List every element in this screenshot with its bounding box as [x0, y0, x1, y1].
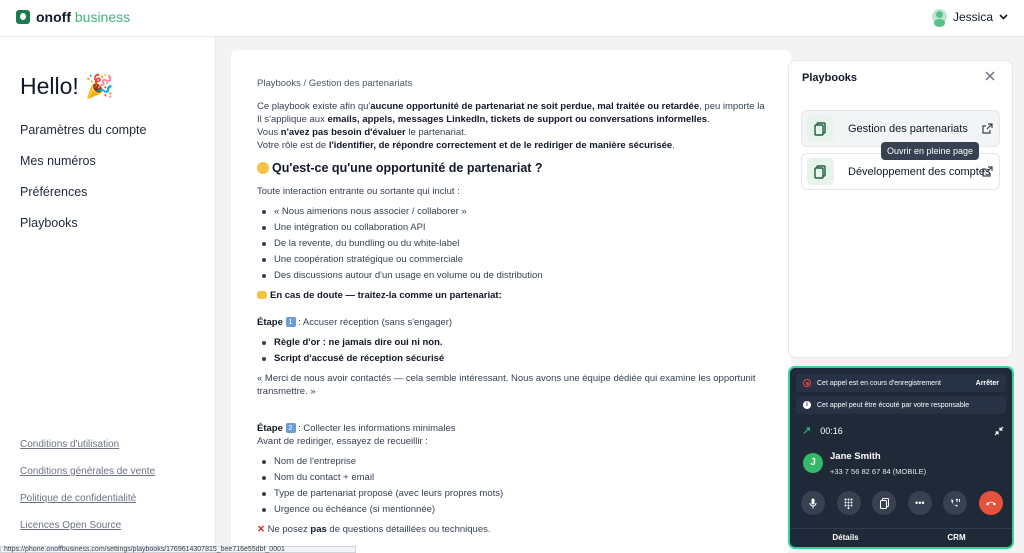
playbooks-panel — [788, 60, 1013, 358]
hang-up-icon — [985, 500, 997, 506]
intro-line: Ce playbook existe afin qu'aucune opportunité de partenariat ne soit perdue, mal traitée ou retardée, peu importe la — [257, 101, 765, 112]
terms-of-use-link[interactable]: Conditions d'utilisation — [20, 439, 120, 450]
avatar — [932, 9, 947, 24]
doubt-note: En cas de doute — traitez-la comme un partenariat: — [257, 289, 797, 302]
playbooks-button[interactable] — [872, 491, 896, 515]
list-item: « Nous aimerions nous associer / collaborer » — [257, 204, 797, 220]
list-item: De la revente, du bundling ou du white-label — [257, 236, 797, 252]
open-source-licenses-link[interactable]: Licences Open Source — [20, 520, 122, 531]
legal-links — [20, 439, 155, 547]
sidebar-item-account-settings[interactable]: Paramètres du compte — [20, 123, 147, 137]
cross-mark-icon: ✕ — [257, 524, 265, 535]
chevron-down-icon — [999, 14, 1008, 20]
monitoring-banner — [796, 396, 1006, 414]
transfer-button[interactable] — [943, 491, 967, 515]
step-number-badge: 1 — [286, 317, 296, 327]
sidebar-item-my-numbers[interactable]: Mes numéros — [20, 154, 96, 168]
open-full-page-tooltip: Ouvrir en pleine page — [881, 142, 979, 160]
list-item: Une intégration ou collaboration API — [257, 220, 797, 236]
monitoring-text: Cet appel peut être écouté par votre responsable — [817, 401, 970, 409]
link-preview-statusbar: https://phone.onoffbusiness.com/settings/playbooks/1769614307815_bee716e55dbf_0001 — [0, 546, 356, 553]
info-icon: i — [803, 401, 811, 409]
breadcrumb-current: Gestion des partenariats — [308, 78, 413, 89]
recording-text: Cet appel est en cours d'enregistrement — [817, 379, 941, 387]
brand-name: onoff business — [36, 9, 131, 25]
step-2-heading: Étape 2 : Collecter les informations minimales — [257, 423, 456, 434]
breadcrumb-separator: / — [303, 78, 307, 89]
terms-of-sale-link[interactable]: Conditions générales de vente — [20, 466, 156, 477]
pointing-hand-icon — [257, 291, 267, 299]
close-icon[interactable] — [984, 70, 996, 82]
sidebar-item-preferences[interactable]: Préférences — [20, 185, 88, 199]
intro-line: Votre rôle est de l'identifier, de répondre correctement et de le rediriger de manière sécurisée. — [257, 140, 675, 151]
step-1-list — [257, 335, 797, 367]
playbook-item-label: Développement des comptes — [848, 165, 991, 178]
stop-recording-button[interactable]: Arrêter — [975, 379, 999, 387]
recording-banner — [796, 374, 1006, 392]
contact-number: +33 7 56 82 67 84 (MOBILE) — [830, 467, 927, 476]
warning-line: ✕ Ne posez pas de questions détaillées ou techniques. — [257, 524, 491, 535]
record-icon — [803, 379, 811, 387]
call-controls — [801, 491, 1003, 515]
call-tabs — [790, 528, 1012, 549]
document-copy-icon — [880, 498, 889, 509]
section-heading: Qu'est-ce qu'une opportunité de partenariat ? — [257, 162, 797, 175]
microphone-icon — [809, 498, 817, 509]
outgoing-call-icon: ↗ — [802, 425, 812, 437]
list-item: Nom de l'entreprise — [257, 454, 797, 470]
user-name: Jessica — [952, 9, 993, 24]
dialpad-icon — [844, 498, 853, 509]
document-copy-icon — [807, 158, 834, 185]
thinking-emoji-icon — [257, 162, 269, 174]
brand-logo[interactable] — [16, 9, 130, 25]
list-item: Règle d'or : ne jamais dire oui ni non. — [257, 335, 797, 351]
call-timer-row — [802, 424, 1004, 437]
step-2-lead: Avant de rediriger, essayez de recueillir : — [257, 436, 428, 447]
sidebar — [0, 37, 216, 553]
list-item: Urgence ou échéance (si mentionnée) — [257, 502, 797, 518]
more-icon: ••• — [915, 498, 925, 508]
list-item: Nom du contact + email — [257, 470, 797, 486]
step-number-badge: 2 — [286, 423, 296, 433]
brand-logo-icon — [16, 10, 30, 24]
contact-avatar: J — [803, 453, 823, 473]
breadcrumb — [257, 77, 797, 90]
dialpad-button[interactable] — [837, 491, 861, 515]
sidebar-item-playbooks[interactable]: Playbooks — [20, 216, 78, 230]
user-menu[interactable] — [932, 9, 1008, 24]
panel-title: Playbooks — [802, 72, 858, 84]
intro-line: Il s'applique aux emails, appels, messages LinkedIn, tickets de support ou conversations informelles. — [257, 114, 710, 125]
open-external-icon[interactable] — [982, 166, 993, 177]
list-item: Des discussions autour d'un usage en volume ou de distribution — [257, 268, 797, 284]
intro-line: Vous n'avez pas besoin d'évaluer le partenariat. — [257, 127, 467, 138]
call-timer: 00:16 — [820, 425, 843, 436]
quote-line: transmettre. » — [257, 386, 316, 397]
section-lead: Toute interaction entrante ou sortante qui inclut : — [257, 186, 460, 197]
tab-crm[interactable]: CRM — [947, 533, 966, 542]
more-options-button[interactable] — [908, 491, 932, 515]
step-1-heading: Étape 1 : Accuser réception (sans s'engager) — [257, 317, 453, 328]
greeting: Hello! 🎉 — [20, 73, 114, 99]
playbook-document — [231, 50, 791, 553]
active-call-widget — [788, 366, 1014, 549]
opportunity-list — [257, 204, 797, 284]
contact-name: Jane Smith — [830, 451, 881, 462]
breadcrumb-root[interactable]: Playbooks — [257, 78, 301, 89]
sidebar-nav — [20, 122, 146, 246]
top-bar — [0, 0, 1024, 37]
call-transfer-icon — [950, 498, 961, 509]
playbook-item-label: Gestion des partenariats — [848, 122, 968, 135]
step-2-list — [257, 454, 797, 518]
list-item: Script d'accusé de réception sécurisé — [257, 351, 797, 367]
hang-up-button[interactable] — [979, 491, 1003, 515]
open-external-icon[interactable] — [982, 123, 993, 134]
privacy-policy-link[interactable]: Politique de confidentialité — [20, 493, 137, 504]
mute-button[interactable] — [801, 491, 825, 515]
list-item: Une coopération stratégique ou commerciale — [257, 252, 797, 268]
document-copy-icon — [807, 115, 834, 142]
quote-line: « Merci de nous avoir contactés — cela semble intéressant. Nous avons une équipe dédiée qui examine les opportunit — [257, 373, 756, 384]
minimize-icon[interactable] — [994, 426, 1004, 436]
tab-details[interactable]: Détails — [832, 533, 859, 542]
list-item: Type de partenariat proposé (avec leurs propres mots) — [257, 486, 797, 502]
